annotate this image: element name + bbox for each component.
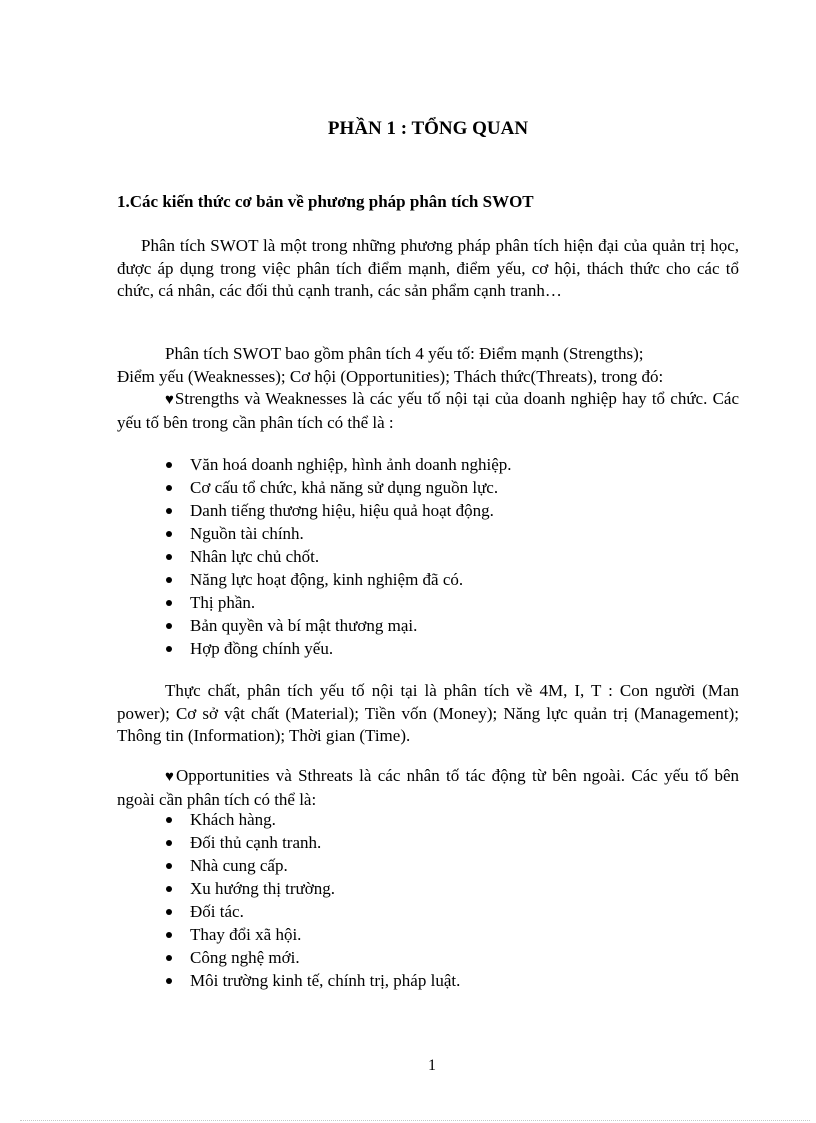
external-factors-list <box>165 808 460 992</box>
list-item: Bản quyền và bí mật thương mại. <box>165 614 512 637</box>
swot-definition-line-1: Phân tích SWOT bao gồm phân tích 4 yếu tố: Điểm mạnh (Strengths); <box>165 344 644 363</box>
page-number: 1 <box>428 1057 436 1074</box>
list-item: Đối thủ cạnh tranh. <box>165 831 460 854</box>
list-item: Nguồn tài chính. <box>165 522 512 545</box>
list-item: Danh tiếng thương hiệu, hiệu quả hoạt động. <box>165 499 512 522</box>
section-heading: 1.Các kiến thức cơ bản về phương pháp phân tích SWOT <box>117 192 534 211</box>
strengths-paragraph <box>117 388 739 434</box>
list-item: Nhân lực chủ chốt. <box>165 545 512 568</box>
list-item: Công nghệ mới. <box>165 946 460 969</box>
heart-icon: ♥ <box>165 392 175 408</box>
list-item: Hợp đồng chính yếu. <box>165 637 512 660</box>
list-item: Thị phần. <box>165 591 512 614</box>
page-title: PHẦN 1 : TỔNG QUAN <box>327 118 529 139</box>
list-item: Đối tác. <box>165 900 460 923</box>
opportunities-text: Opportunities và Sthreats là các nhân tố tác động từ bên ngoài. Các yếu tố bên ngoài cần phân tích có thể là: <box>117 766 740 809</box>
strengths-text: Strengths và Weaknesses là các yếu tố nội tại của doanh nghiệp hay tổ chức. Các yếu tố bên trong cần phân tích có thể là : <box>117 389 739 432</box>
four-m-paragraph: Thực chất, phân tích yếu tố nội tại là phân tích về 4M, I, T : Con người (Man power); Cơ sở vật chất (Material); Tiền vốn (Money); Năng lực quản trị (Management); Thông tin (Information); Thời gian (Time). <box>117 681 739 745</box>
list-item: Thay đổi xã hội. <box>165 923 460 946</box>
list-item: Môi trường kinh tế, chính trị, pháp luật. <box>165 969 460 992</box>
intro-paragraph: Phân tích SWOT là một trong những phương pháp phân tích hiện đại của quản trị học, được áp dụng trong việc phân tích điểm mạnh, điểm yếu, cơ hội, thách thức cho các tổ chức, cá nhân, các đối thủ cạnh tranh, các sản phẩm cạnh tranh… <box>117 236 739 300</box>
internal-factors-list <box>165 453 512 660</box>
list-item: Năng lực hoạt động, kinh nghiệm đã có. <box>165 568 512 591</box>
heart-icon: ♥ <box>165 769 176 785</box>
list-item: Nhà cung cấp. <box>165 854 460 877</box>
list-item: Khách hàng. <box>165 808 460 831</box>
opportunities-paragraph <box>117 765 739 811</box>
list-item: Văn hoá doanh nghiệp, hình ảnh doanh nghiệp. <box>165 453 512 476</box>
swot-definition-line-2: Điểm yếu (Weaknesses); Cơ hội (Opportunities); Thách thức(Threats), trong đó: <box>117 367 664 386</box>
list-item: Cơ cấu tổ chức, khả năng sử dụng nguồn lực. <box>165 476 512 499</box>
list-item: Xu hướng thị trường. <box>165 877 460 900</box>
page-bottom-divider <box>20 1120 810 1121</box>
